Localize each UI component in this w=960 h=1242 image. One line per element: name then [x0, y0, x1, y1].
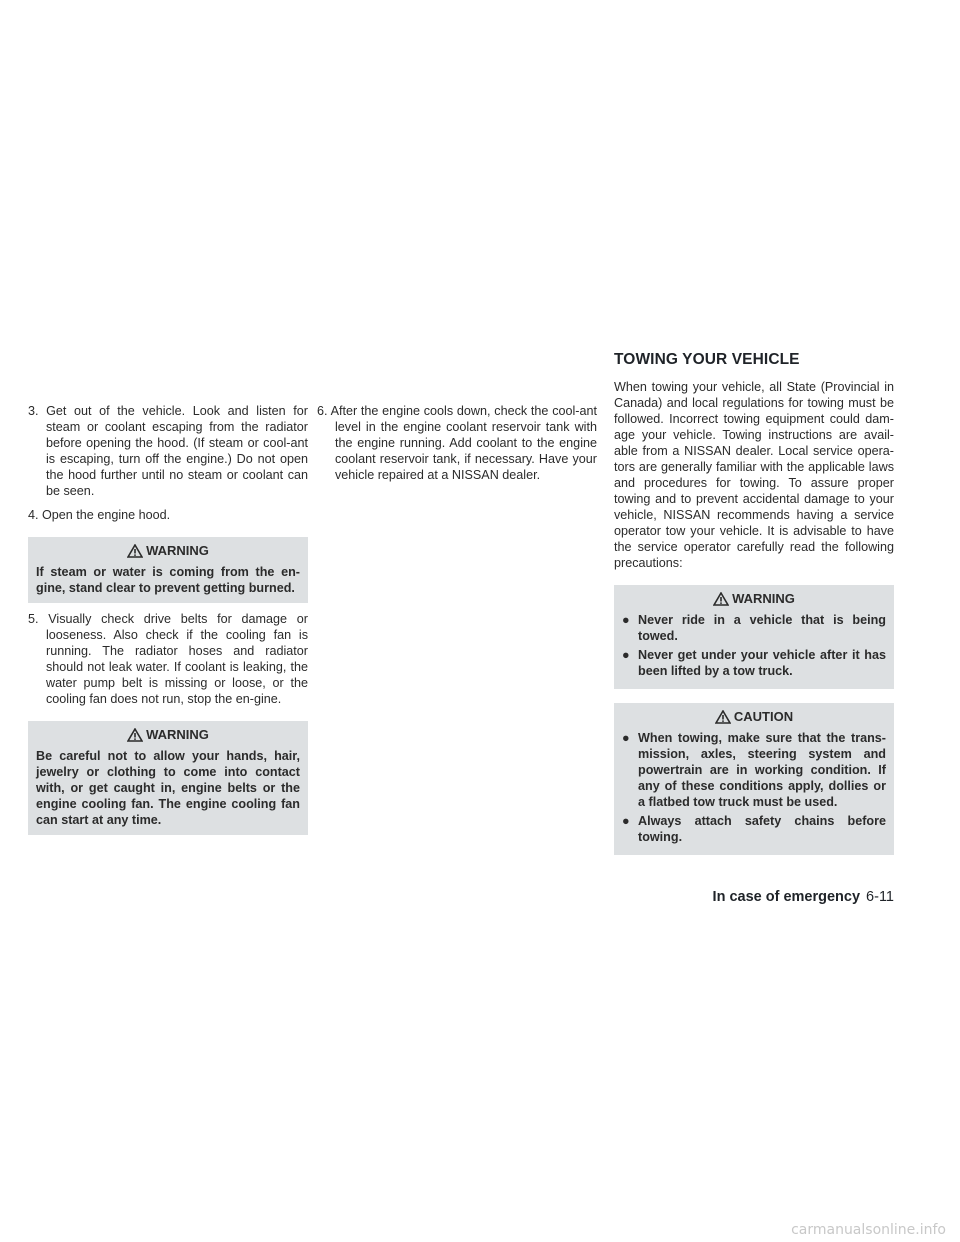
warning-header: [36, 542, 300, 560]
list-item: ● Never ride in a vehicle that is being towed.: [622, 613, 886, 643]
step-5: 5. Visually check drive belts for damage or looseness. Also check if the cooling fan is running. The radiator hoses and radiator should not leak water. If coolant is leaking, the water pump belt is missing or loose, or the cooling fan does not run, stop the en-gine.: [28, 612, 308, 706]
column-3: [614, 379, 894, 863]
bullet-icon: ●: [622, 731, 630, 745]
warning-header: [622, 590, 886, 608]
towing-intro: When towing your vehicle, all State (Provincial in Canada) and local regulations for towing must be followed. Incorrect towing equipment could dam-age your vehicle. Towing instructions are avail-able from a NISSAN dealer. Local service opera-tors are generally familiar with the applicable laws and procedures for towing. To assure proper towing and to prevent accidental damage to your vehicle, NISSAN recommends having a service operator tow your vehicle. It is advisable to have the service operator carefully read the following precautions:: [614, 380, 894, 570]
warning-box-2: [28, 721, 308, 835]
page-number: 6-11: [866, 889, 894, 905]
bullet-icon: ●: [622, 814, 630, 828]
warning-text: Be careful not to allow your hands, hair, jewelry or clothing to come into contact with, or get caught in, engine belts or the engine cooling fan. The engine cooling fan can start at any time.: [36, 749, 300, 827]
step-4: 4. Open the engine hood.: [28, 508, 171, 522]
column-1: [28, 403, 308, 843]
warning-label: WARNING: [732, 591, 795, 606]
warning-label: WARNING: [146, 727, 209, 742]
list-item: ● Always attach safety chains before towing.: [622, 814, 886, 844]
list-item: ● Never get under your vehicle after it has been lifted by a tow truck.: [622, 648, 886, 678]
list-item: ● When towing, make sure that the trans-mission, axles, steering system and powertrain are in working condition. If any of these conditions apply, dollies or a flatbed tow truck must be used.: [622, 731, 886, 809]
section-title: TOWING YOUR VEHICLE: [614, 351, 800, 368]
warning-triangle-icon: [713, 592, 729, 606]
column-2: [317, 403, 597, 491]
caution-triangle-icon: [715, 710, 731, 724]
caution-box: [614, 703, 894, 855]
step-6: 6. After the engine cools down, check the cool-ant level in the engine coolant reservoir tank with the engine running. Add coolant to the engine coolant reservoir tank, if necessary. Have your vehicle repaired at a NISSAN dealer.: [317, 404, 597, 482]
warning-triangle-icon: [127, 728, 143, 742]
caution-header: [622, 708, 886, 726]
warning-box-3: [614, 585, 894, 689]
warning-label: WARNING: [146, 543, 209, 558]
warning-box-1: [28, 537, 308, 603]
bullet-icon: ●: [622, 613, 630, 627]
step-3: 3. Get out of the vehicle. Look and listen for steam or coolant escaping from the radiator before opening the hood. (If steam or cool-ant is escaping, turn off the engine.) Do not open the hood further until no steam or coolant can be seen.: [28, 404, 308, 498]
warning-triangle-icon: [127, 544, 143, 558]
caution-list: [622, 730, 886, 845]
warning-header: [36, 726, 300, 744]
caution-label: CAUTION: [733, 709, 794, 724]
chapter-title: In case of emergency: [712, 889, 861, 905]
warning-text: If steam or water is coming from the en-gine, stand clear to prevent getting burned.: [36, 565, 300, 595]
watermark: carmanualsonline.info: [791, 1222, 946, 1238]
bullet-icon: ●: [622, 648, 630, 662]
page-footer: [713, 889, 894, 905]
warning-list: [622, 612, 886, 679]
